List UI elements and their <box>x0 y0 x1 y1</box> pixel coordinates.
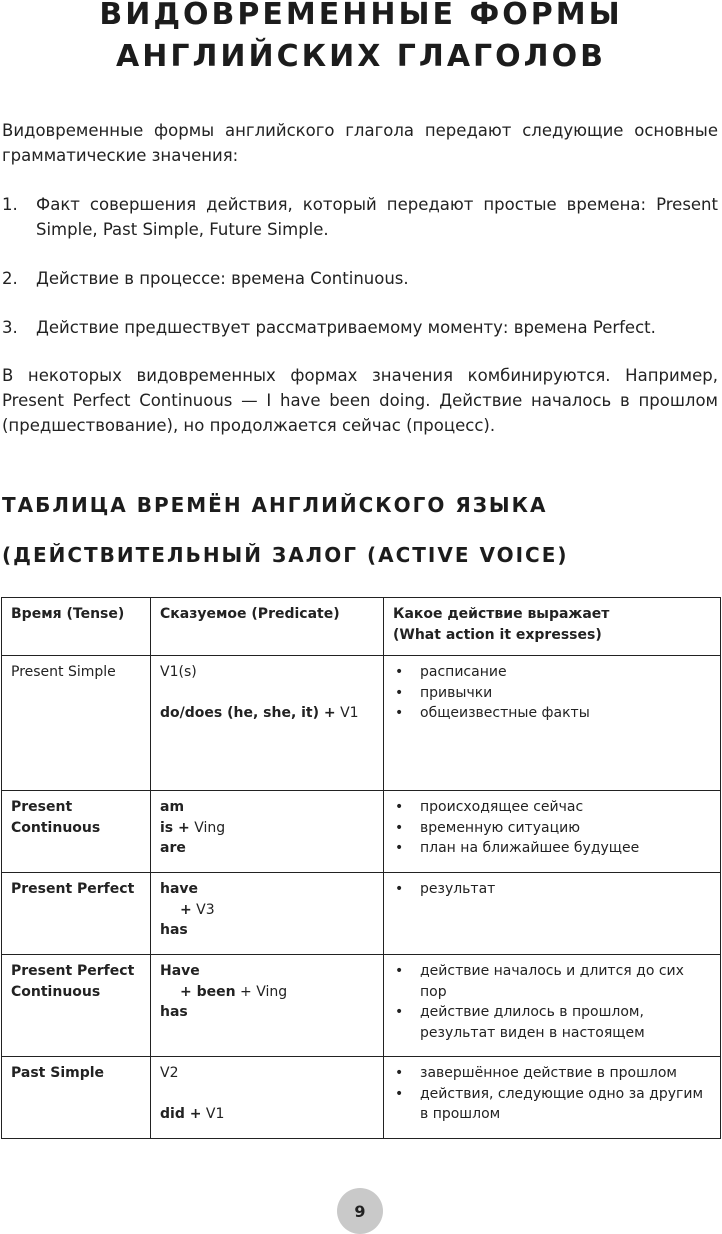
list-text: Факт совершения действия, который передают простые времена: Present Simple, Past Simple, Future Simple. <box>36 195 718 239</box>
list-item: • временную ситуацию <box>395 819 580 836</box>
header-predicate: Сказуемое (Predicate) <box>151 598 384 656</box>
predicate-cell: V2 did + V1 <box>151 1057 384 1139</box>
predicate-cell: am is + Ving are <box>151 791 384 873</box>
list-item: • действия, следующие одно за другим в прошлом <box>395 1085 704 1122</box>
action-cell <box>384 1057 721 1139</box>
list-item: • привычки <box>395 684 493 701</box>
intro-section <box>2 118 718 438</box>
predicate-cell: have + V3 has <box>151 873 384 955</box>
header-tense: Время (Tense) <box>2 598 151 656</box>
table-header-row <box>2 598 721 656</box>
list-item: • действие длилось в прошлом, результат виден в настоящем <box>395 1004 645 1041</box>
tense-cell: Present Simple <box>2 656 151 791</box>
meanings-list <box>2 192 718 340</box>
list-item: • происходящее сейчас <box>395 799 584 815</box>
table-row <box>2 656 721 791</box>
table-row <box>2 791 721 873</box>
list-item: • завершённое действие в прошлом <box>395 1065 677 1081</box>
list-item: • расписание <box>395 664 507 680</box>
tense-cell: Present Perfect <box>2 873 151 955</box>
intro-paragraph: Видовременные формы английского глагола передают следующие основные грамматические значения: <box>2 121 718 165</box>
list-item: • действие началось и длится до сих пор <box>395 963 684 1000</box>
list-item: • результат <box>395 881 496 897</box>
list-text: Действие в процессе: времена Continuous. <box>36 269 409 288</box>
list-item <box>2 192 718 242</box>
section-title: ТАБЛИЦА ВРЕМЁН АНГЛИЙСКОГО ЯЗЫКА <box>2 493 548 517</box>
header-action: Какое действие выражает (What action it expresses) <box>384 598 721 656</box>
list-item <box>2 266 718 291</box>
tense-cell: Past Simple <box>2 1057 151 1139</box>
page-title <box>0 0 722 78</box>
list-item <box>2 315 718 340</box>
list-text: Действие предшествует рассматриваемому моменту: времена Perfect. <box>36 318 656 337</box>
table-row <box>2 873 721 955</box>
tense-cell: Present Perfect Continuous <box>2 955 151 1057</box>
page-number-badge <box>337 1188 383 1234</box>
tenses-table <box>1 597 721 1139</box>
section-subtitle: (ДЕЙСТВИТЕЛЬНЫЙ ЗАЛОГ (ACTIVE VOICE) <box>2 543 569 567</box>
action-cell <box>384 791 721 873</box>
table-row <box>2 955 721 1057</box>
predicate-cell: Have + been + Ving has <box>151 955 384 1057</box>
tense-cell: Present Continuous <box>2 791 151 873</box>
list-number: 3. <box>2 318 18 337</box>
table-row <box>2 1057 721 1139</box>
action-cell <box>384 656 721 791</box>
list-item: • общеизвестные факты <box>395 705 590 721</box>
action-cell <box>384 873 721 955</box>
list-number: 2. <box>2 269 18 288</box>
page-number: 9 <box>354 1201 366 1221</box>
list-item: • план на ближайшее будущее <box>395 840 640 856</box>
predicate-cell: V1(s) do/does (he, she, it) + V1 <box>151 656 384 791</box>
combination-paragraph: В некоторых видовременных формах значения комбинируются. Например, Present Perfect Continuous — I have been doing. Действие началось в прошлом (предшествование), но продолжается сейчас (процесс). <box>2 366 718 435</box>
action-cell <box>384 955 721 1057</box>
title-line-1: ВИДОВРЕМЕННЫЕ ФОРМЫ <box>99 0 623 32</box>
list-number: 1. <box>2 195 18 214</box>
title-line-2: АНГЛИЙСКИХ ГЛАГОЛОВ <box>116 39 606 74</box>
